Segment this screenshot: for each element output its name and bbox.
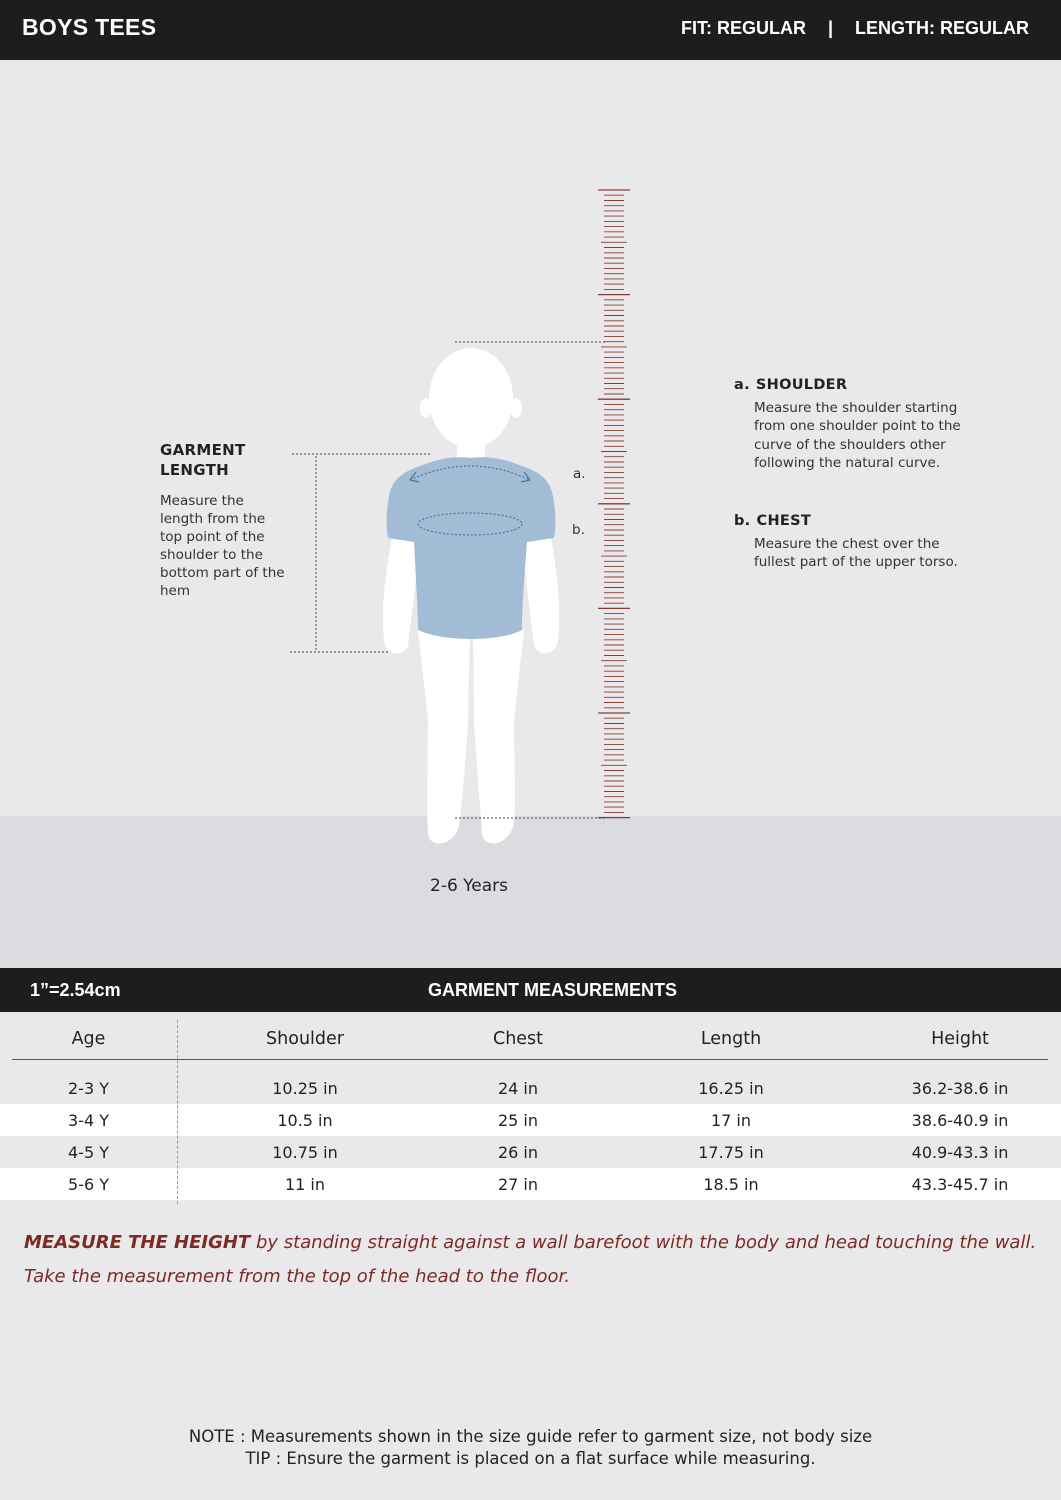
chest-desc: Measure the chest over the fullest part of the upper torso.	[754, 536, 958, 571]
col-header-shoulder: Shoulder	[266, 1029, 344, 1049]
garment-length-title: GARMENT LENGTH	[160, 441, 246, 479]
height-measure-note	[24, 1226, 1044, 1294]
cell-length: 18.5 in	[603, 1168, 859, 1200]
cell-height: 43.3-45.7 in	[859, 1168, 1061, 1200]
garment-length-desc: Measure the length from the top point of the shoulder to the bottom part of the hem	[160, 493, 285, 599]
footer-note: NOTE : Measurements shown in the size guide refer to garment size, not body size	[188, 1427, 873, 1446]
height-note-rest: by standing straight against a wall barefoot with the body and head touching the wall.	[250, 1232, 1037, 1253]
table-header-row	[0, 1020, 1061, 1058]
shoulder-desc: Measure the shoulder starting from one shoulder point to the curve of the shoulders other following the natural curve.	[754, 400, 961, 471]
shoulder-key: a.	[734, 377, 750, 393]
cell-shoulder: 11 in	[177, 1168, 433, 1200]
cell-height: 40.9-43.3 in	[911, 1142, 1009, 1162]
table-row	[0, 1168, 1061, 1200]
col-header-length: Length	[700, 1029, 762, 1049]
separator: |	[827, 18, 833, 38]
table-header-bar	[0, 968, 1061, 1012]
cell-chest: 26 in	[497, 1142, 539, 1162]
col-header-age: Age	[71, 1029, 106, 1049]
shoulder-instructions	[734, 377, 964, 472]
cell-height: 38.6-40.9 in	[859, 1104, 1061, 1136]
cell-chest: 24 in	[497, 1078, 539, 1098]
cell-age: 5-6 Y	[0, 1168, 177, 1200]
col-header-chest: Chest	[492, 1029, 544, 1049]
footer-tip: TIP : Ensure the garment is placed on a flat surface while measuring.	[245, 1449, 816, 1468]
table-row	[0, 1136, 1061, 1168]
cell-length: 16.25 in	[698, 1078, 764, 1098]
footer-notes	[0, 1426, 1061, 1470]
cell-chest: 25 in	[433, 1104, 603, 1136]
height-ruler	[598, 190, 630, 818]
shoulder-title: SHOULDER	[755, 377, 848, 393]
cell-shoulder: 10.25 in	[272, 1078, 338, 1098]
table-row	[0, 1104, 1061, 1136]
col-header-height: Height	[931, 1029, 989, 1049]
chest-key: b.	[734, 513, 751, 529]
height-note-lead: MEASURE THE HEIGHT	[24, 1232, 251, 1253]
chest-instructions	[734, 513, 964, 572]
cell-age: 2-3 Y	[68, 1078, 109, 1098]
marker-a: a.	[573, 466, 586, 482]
cell-height: 36.2-38.6 in	[911, 1078, 1009, 1098]
cell-shoulder: 10.75 in	[272, 1142, 338, 1162]
cell-age: 3-4 Y	[0, 1104, 177, 1136]
age-caption: 2-6 Years	[430, 876, 509, 896]
cell-length: 17 in	[603, 1104, 859, 1136]
cell-chest: 27 in	[433, 1168, 603, 1200]
table-header-divider	[12, 1059, 1048, 1060]
age-column-divider	[177, 1020, 178, 1204]
fit-label: FIT: REGULAR	[680, 18, 806, 38]
cell-shoulder: 10.5 in	[177, 1104, 433, 1136]
table-row	[0, 1072, 1061, 1104]
height-note-line2: Take the measurement from the top of the head to the floor.	[24, 1266, 570, 1287]
chest-title: CHEST	[756, 513, 812, 529]
page-title: BOYS TEES	[22, 14, 157, 40]
unit-conversion: 1”=2.54cm	[30, 980, 121, 1000]
length-label: LENGTH: REGULAR	[855, 18, 1029, 38]
cell-age: 4-5 Y	[68, 1142, 109, 1162]
cell-length: 17.75 in	[698, 1142, 764, 1162]
marker-b: b.	[572, 522, 585, 538]
table-title: GARMENT MEASUREMENTS	[428, 980, 678, 1000]
size-table	[0, 1020, 1061, 1200]
